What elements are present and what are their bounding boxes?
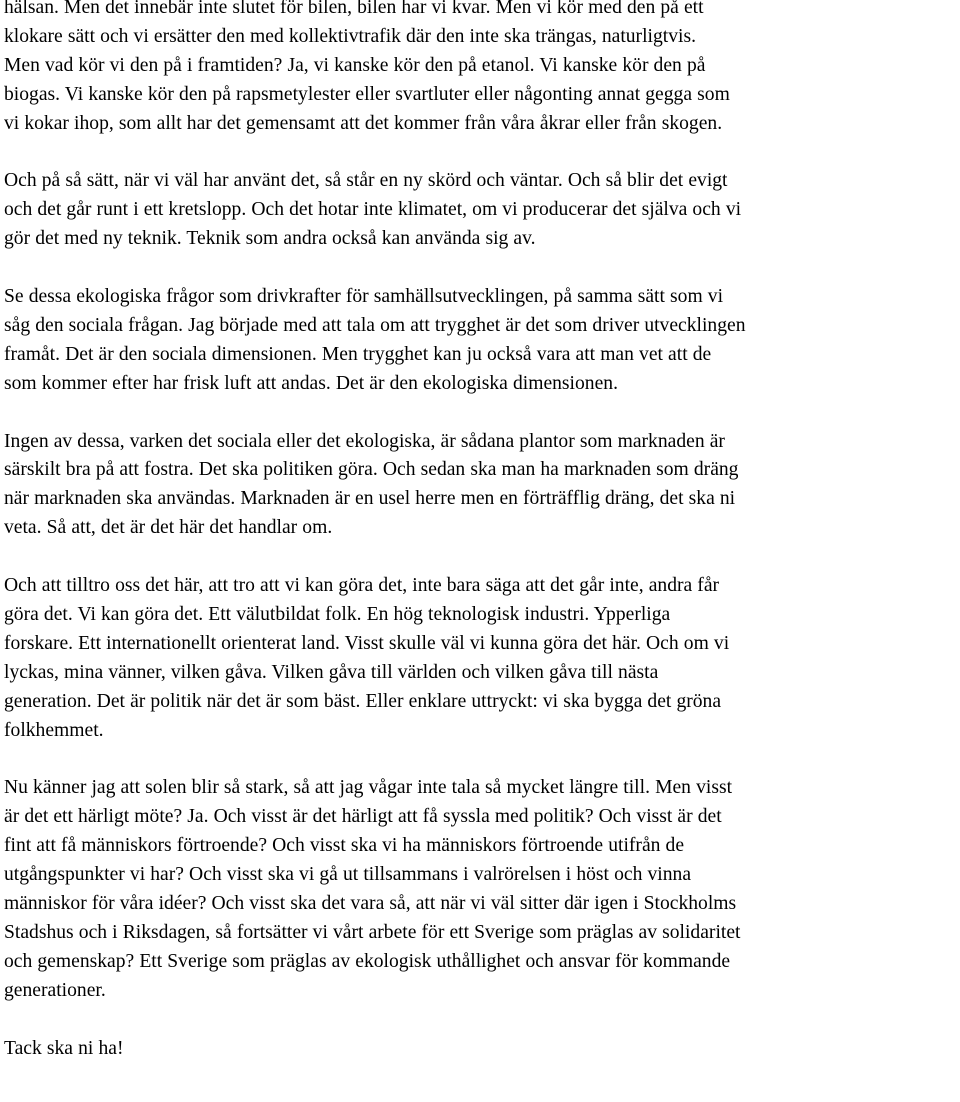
paragraph: Ingen av dessa, varken det sociala eller det ekologiska, är sådana plantor som marknaden är särskilt bra på att fostra. Det ska politiken göra. Och sedan ska man ha marknaden som dräng när marknaden ska användas. Marknaden är en usel herre men en förträfflig dräng, det ska ni veta. Så att, det är det här det handlar om. [4, 430, 739, 539]
paragraph: Nu känner jag att solen blir så stark, så att jag vågar inte tala så mycket längre till. Men visst är det ett härligt möte? Ja. Och visst är det härligt att få syssla med politik? Och visst är det fint att få människors förtroende? Och visst ska vi ha människors förtroende utifrån de utgångspunkter vi har? Och visst ska vi gå ut tillsammans i valrörelsen i höst och vinna människor för våra idéer? Och visst ska det vara så, att när vi väl sitter där igen i Stockholms Stadshus och i Riksdagen, så fortsätter vi vårt arbete för ett Sverige som präglas av solidaritet och gemenskap? Ett Sverige som präglas av ekologisk uthållighet och ansvar för kommande generationer. [4, 777, 741, 1001]
paragraph: hälsan. Men det innebär inte slutet för bilen, bilen har vi kvar. Men vi kör med den på ett klokare sätt och vi ersätter den med kollektivtrafik där den inte ska trängas, naturligtvis. Men vad kör vi den på i framtiden? Ja, vi kanske kör den på etanol. Vi kanske kör den på biogas. Vi kanske kör den på rapsmetylester eller svartluter eller någonting annat gegga som vi kokar ihop, som allt har det gemensamt att det kommer från våra åkrar eller från skogen. [4, 0, 730, 134]
paragraph: Se dessa ekologiska frågor som drivkrafter för samhällsutvecklingen, på samma sätt som vi såg den sociala frågan. Jag började med att tala om att trygghet är det som driver utvecklingen framåt. Det är den sociala dimensionen. Men trygghet kan ju också vara att man vet att de som kommer efter har frisk luft att andas. Det är den ekologiska dimensionen. [4, 286, 746, 394]
paragraph: Och på så sätt, när vi väl har använt det, så står en ny skörd och väntar. Och så blir det evigt och det går runt i ett kretslopp. Och det hotar inte klimatet, om vi producerar det själva och vi gör det med ny teknik. Teknik som andra också kan använda sig av. [4, 170, 742, 250]
closing-line: Tack ska ni ha! [4, 1037, 124, 1059]
document-body [4, 0, 956, 1063]
paragraph: Och att tilltro oss det här, att tro att vi kan göra det, inte bara säga att det går inte, andra får göra det. Vi kan göra det. Ett välutbildat folk. En hög teknologisk industri. Ypperliga forskare. Ett internationellt orienterat land. Visst skulle väl vi kunna göra det här. Och om vi lyckas, mina vänner, vilken gåva. Vilken gåva till världen och vilken gåva till nästa generation. Det är politik när det är som bäst. Eller enklare uttryckt: vi ska bygga det gröna folkhemmet. [4, 575, 730, 741]
